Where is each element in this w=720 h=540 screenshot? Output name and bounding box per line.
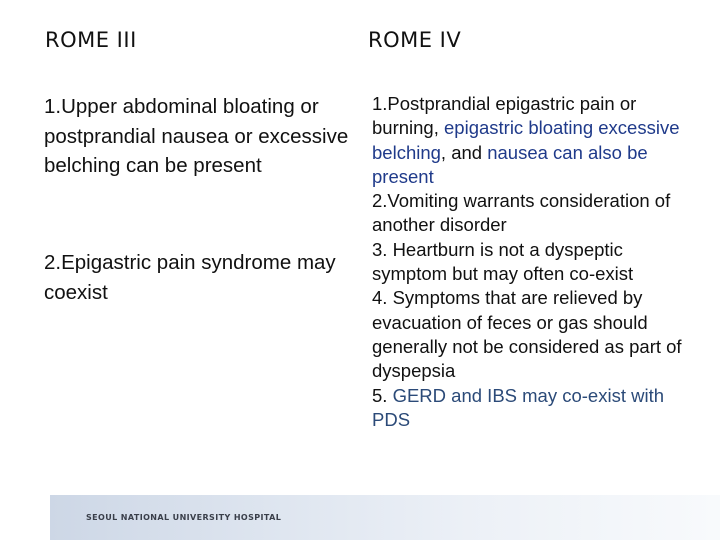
institution-name: SEOUL NATIONAL UNIVERSITY HOSPITAL bbox=[86, 513, 282, 522]
rome-iv-header: ROME IV bbox=[368, 28, 462, 52]
rome-iv-item-5-highlight: GERD and IBS may co-exist with PDS bbox=[372, 384, 664, 430]
rome-iv-list bbox=[372, 92, 702, 432]
rome-iii-item-2: 2.Epigastric pain syndrome may coexist bbox=[44, 251, 336, 304]
rome-iv-item-5 bbox=[372, 384, 702, 433]
rome-iv-item-1-highlight-2: nausea can also be present bbox=[372, 141, 648, 187]
rome-iv-item-1-text: 1.Postprandial epigastric pain or burning, bbox=[372, 93, 637, 139]
rome-iv-item-2: 2.Vomiting warrants consideration of another disorder bbox=[372, 190, 671, 236]
rome-iv-item-5-number: 5. bbox=[372, 384, 393, 406]
footer-bar bbox=[50, 495, 720, 540]
rome-iv-item-1 bbox=[372, 92, 702, 189]
rome-iv-item-1-highlight: epigastric bloating excessive belching bbox=[372, 117, 680, 163]
rome-iii-item-1: 1.Upper abdominal bloating or postprandial nausea or excessive belching can be present bbox=[44, 95, 349, 177]
rome-iv-item-1-connector: , and bbox=[440, 141, 488, 163]
rome-iii-header: ROME III bbox=[45, 28, 137, 52]
rome-iv-item-4: 4. Symptoms that are relieved by evacuation of feces or gas should generally not be considered as part of dyspepsia bbox=[372, 287, 682, 382]
rome-iv-item-3: 3. Heartburn is not a dyspeptic symptom but may often co-exist bbox=[372, 238, 634, 285]
